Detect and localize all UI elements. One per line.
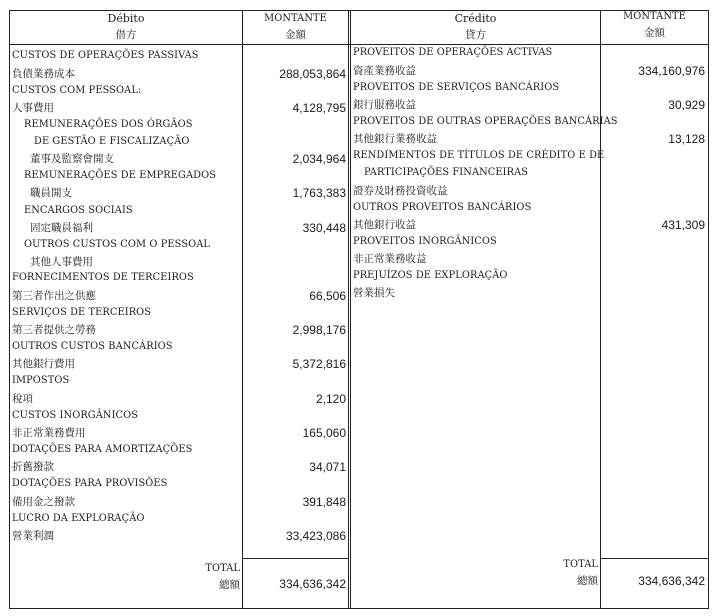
credit-line: PROVEITOS DE OUTRAS OPERAÇÕES BANCÁRIAS xyxy=(353,116,618,127)
debit-line: CUSTOS DE OPERAÇÕES PASSIVAS xyxy=(12,50,199,61)
credit-total: 334,636,342 xyxy=(638,574,705,588)
credit-header: Crédito xyxy=(454,12,497,25)
debit-line: DE GESTÃO E FISCALIZAÇÃO xyxy=(34,136,190,147)
debit-line: 人事費用 xyxy=(12,102,54,114)
debit-amount: 5,372,816 xyxy=(292,357,346,371)
credit-line: PREJUÍZOS DE EXPLORAÇÃO xyxy=(353,270,508,281)
debit-line: 折舊撥款 xyxy=(12,461,54,473)
debit-line: 其他人事費用 xyxy=(30,256,93,268)
total-divider-right xyxy=(600,558,709,559)
debit-line: 非正常業務費用 xyxy=(12,427,86,439)
credit-total-label: TOTAL xyxy=(563,559,598,570)
total-divider-left xyxy=(242,558,349,559)
debit-line: FORNECIMENTOS DE TERCEIROS xyxy=(12,272,194,283)
credit-line: PROVEITOS DE OPERAÇÕES ACTIVAS xyxy=(353,47,553,58)
center-divider-b xyxy=(350,10,351,609)
debit-amount-divider xyxy=(242,10,243,609)
credit-line: 資產業務收益 xyxy=(353,65,416,77)
debit-total: 334,636,342 xyxy=(279,577,346,591)
credit-line: RENDIMENTOS DE TÍTULOS DE CRÉDITO E DE xyxy=(353,150,605,161)
credit-line: 證券及財務投資收益 xyxy=(353,185,448,197)
credit-amount: 334,160,976 xyxy=(638,64,705,78)
debit-header-cn: 借方 xyxy=(115,29,137,41)
credit-line: PROVEITOS DE SERVIÇOS BANCÁRIOS xyxy=(353,82,560,93)
bottom-border xyxy=(9,608,709,609)
debit-header: Débito xyxy=(107,12,145,25)
debit-line: SERVIÇOS DE TERCEIROS xyxy=(12,307,152,318)
credit-header-cn: 貸方 xyxy=(465,29,486,41)
debit-amount: 391,848 xyxy=(302,495,346,509)
debit-line: IMPOSTOS xyxy=(12,375,70,386)
debit-line: LUCRO DA EXPLORAÇÃO xyxy=(12,513,145,524)
debit-line: 固定職員福利 xyxy=(30,222,93,234)
debit-amount: 4,128,795 xyxy=(292,101,346,115)
debit-line: 稅項 xyxy=(12,393,33,405)
debit-line: REMUNERAÇÕES DE EMPREGADOS xyxy=(24,170,217,181)
debit-amount: 2,120 xyxy=(315,392,346,406)
debit-amount: 1,763,383 xyxy=(292,186,346,200)
credit-line: PARTICIPAÇÕES FINANCEIRAS xyxy=(364,167,529,178)
credit-line: PROVEITOS INORGÂNICOS xyxy=(353,236,497,247)
debit-line: DOTAÇÕES PARA AMORTIZAÇÕES xyxy=(12,444,193,455)
montante-right-header-cn: 金額 xyxy=(644,27,665,39)
credit-line: 銀行服務收益 xyxy=(353,99,416,111)
debit-line: 董事及監察會開支 xyxy=(30,153,114,165)
debit-line: 負債業務成本 xyxy=(12,68,75,80)
credit-line: 非正常業務收益 xyxy=(353,253,427,265)
debit-amount: 330,448 xyxy=(302,221,346,235)
right-border xyxy=(708,10,709,609)
debit-line: CUSTOS INORGÂNICOS xyxy=(12,410,139,421)
debit-total-label: TOTAL xyxy=(205,563,240,574)
debit-line: ENCARGOS SOCIAIS xyxy=(24,205,133,216)
montante-left-header-cn: 金額 xyxy=(285,29,306,41)
debit-line: DOTAÇÕES PARA PROVISÕES xyxy=(12,478,168,489)
debit-amount: 165,060 xyxy=(302,426,346,440)
credit-line: 其他銀行業務收益 xyxy=(353,133,437,145)
debit-line: 備用金之撥款 xyxy=(12,496,75,508)
debit-line: 其他銀行費用 xyxy=(12,358,75,370)
montante-left-header: MONTANTE xyxy=(264,13,327,24)
debit-line: CUSTOS COM PESSOAL: xyxy=(12,85,142,96)
debit-amount: 2,034,964 xyxy=(292,152,346,166)
debit-line: REMUNERAÇÕES DOS ÓRGÃOS xyxy=(24,119,193,130)
debit-total-label-cn: 總額 xyxy=(219,579,240,591)
debit-amount: 288,053,864 xyxy=(279,67,346,81)
debit-line: 第三者作出之供應 xyxy=(12,290,96,302)
credit-amount: 431,309 xyxy=(661,218,705,232)
debit-line: 職員開支 xyxy=(30,187,72,199)
debit-line: OUTROS CUSTOS BANCÁRIOS xyxy=(12,341,173,352)
credit-line: 其他銀行收益 xyxy=(353,219,416,231)
debit-line: 第三者提供之勞務 xyxy=(12,324,96,336)
credit-line: 營業損失 xyxy=(353,287,395,299)
credit-line: OUTROS PROVEITOS BANCÁRIOS xyxy=(353,202,532,213)
montante-right-header: MONTANTE xyxy=(623,11,686,22)
debit-amount: 33,423,086 xyxy=(285,529,346,543)
header-divider xyxy=(9,44,709,45)
left-border xyxy=(9,10,10,609)
center-divider-a xyxy=(348,10,349,609)
credit-total-label-cn: 總額 xyxy=(577,575,598,587)
debit-amount: 66,506 xyxy=(309,289,346,303)
debit-amount: 2,998,176 xyxy=(292,323,346,337)
credit-amount: 30,929 xyxy=(668,98,705,112)
credit-amount: 13,128 xyxy=(668,132,705,146)
debit-line: OUTROS CUSTOS COM O PESSOAL xyxy=(24,239,211,250)
debit-amount: 34,071 xyxy=(309,460,346,474)
debit-line: 營業利潤 xyxy=(12,530,54,542)
